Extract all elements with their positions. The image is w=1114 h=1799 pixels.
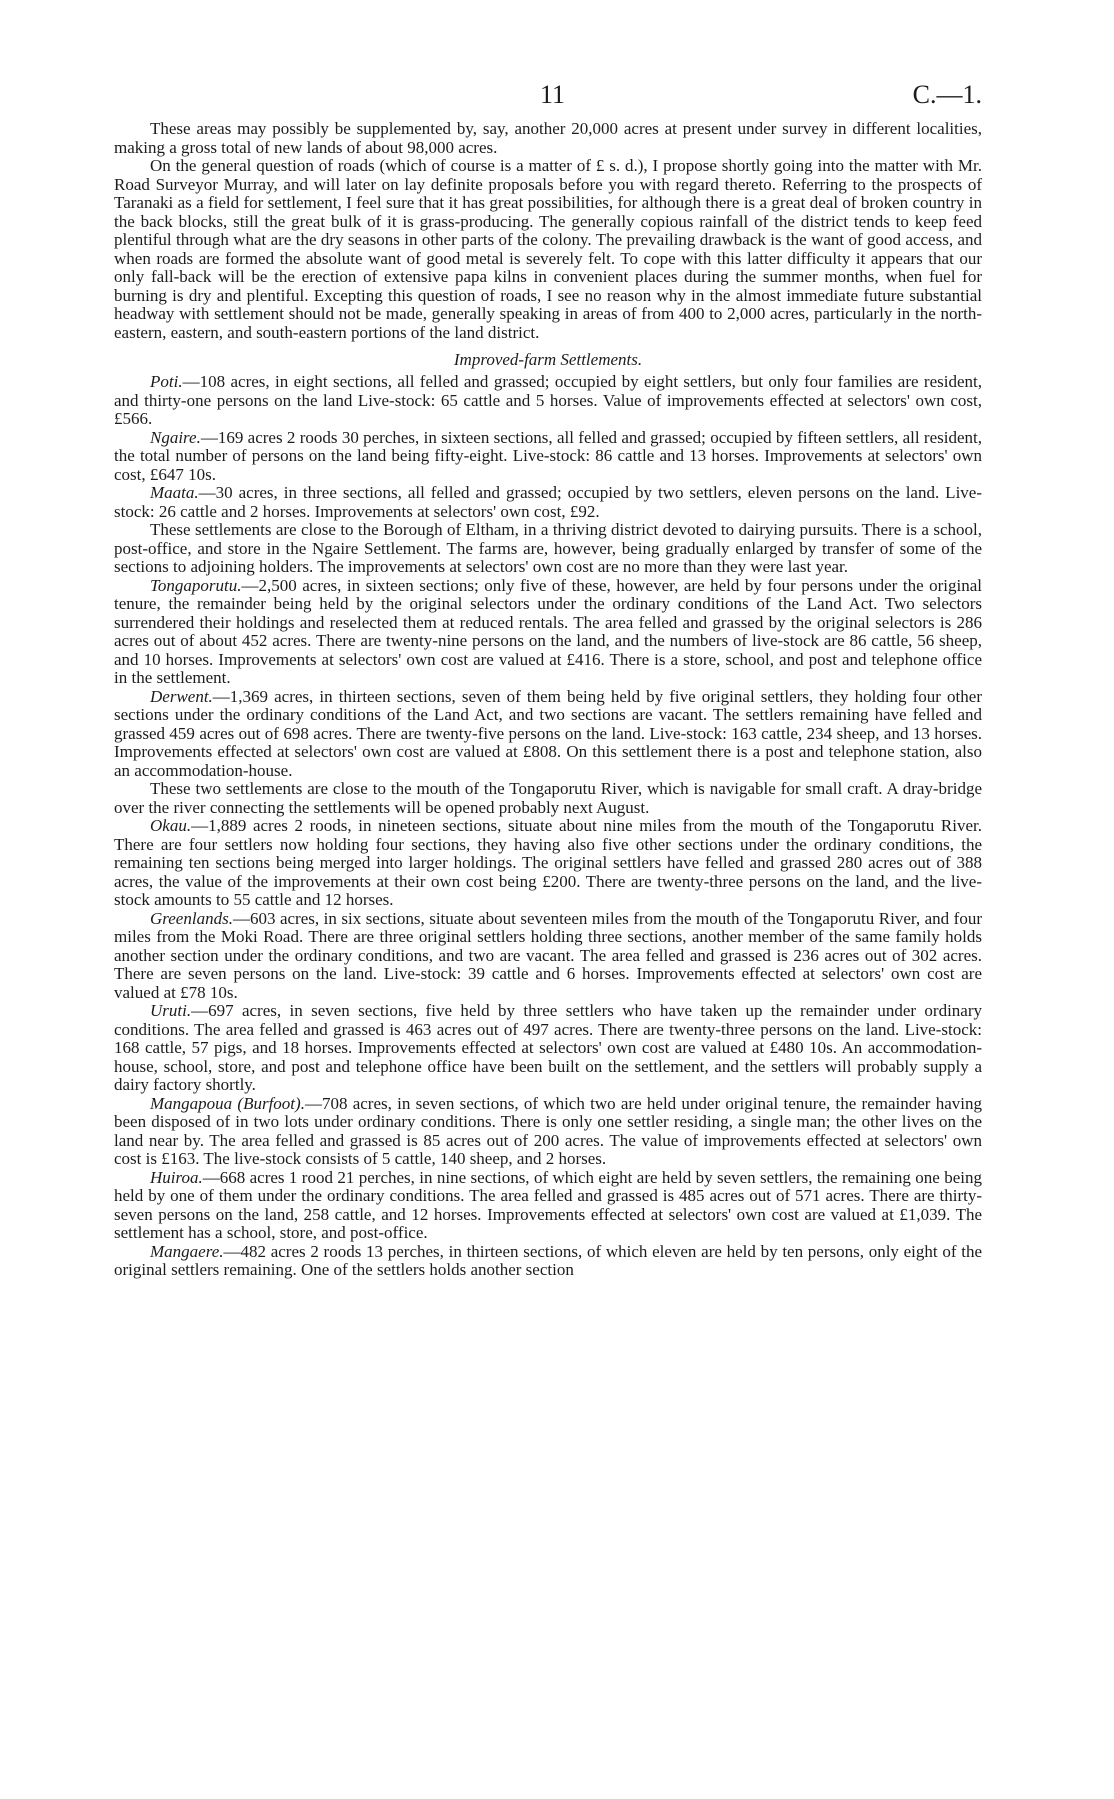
settlement-name: Mangapoua (Burfoot). <box>150 1093 305 1113</box>
document-reference: C.—1. <box>912 80 982 109</box>
settlement-text: —30 acres, in three sections, all felled and grassed; occupied by two settlers, eleven persons on the land. Live-stock: 26 cattle and 2 horses. Improvements at selectors' own cost, £92. <box>114 483 982 521</box>
settlement-paragraph <box>114 1243 982 1280</box>
settlement-name: Greenlands. <box>150 908 233 928</box>
intro-paragraph: On the general question of roads (which of course is a matter of £ s. d.), I propose shortly going into the matter with Mr. Road Surveyor Murray, and will later on lay definite proposals before you with regard thereto. Referring to the prospects of Taranaki as a field for settlement, I feel sure that it has great possibilities, for although there is a great deal of broken country in the back blocks, still the great bulk of it is grass-producing. The generally copious rainfall of the district tends to keep feed plentiful through what are the dry seasons in other parts of the colony. The prevailing drawback is the want of good access, and when roads are formed the absolute want of good metal is severely felt. To cope with this latter difficulty it appears that our only fall-back will be the erection of extensive papa kilns in convenient places during the summer months, when fuel for burning is dry and plentiful. Excepting this question of roads, I see no reason why in the almost immediate future substantial headway with settlement should not be made, generally speaking in areas of from 400 to 2,000 acres, particularly in the north-eastern, eastern, and south-eastern portions of the land district. <box>114 156 982 342</box>
settlement-name: Ngaire. <box>150 427 201 447</box>
section-heading: Improved-farm Settlements. <box>453 350 643 369</box>
settlement-name: Okau. <box>150 816 192 835</box>
settlement-text: —108 acres, in eight sections, all felled and grassed; occupied by eight settlers, but only four families are resident, and thirty-one persons on the land Live-stock: 65 cattle and 5 horses. Value of improvements effected at selectors' own cost, £566. <box>114 372 982 428</box>
settlement-paragraph <box>114 1095 982 1169</box>
settlement-name: Maata. <box>150 483 199 502</box>
settlement-paragraph <box>114 521 982 577</box>
settlement-paragraph <box>114 1002 982 1095</box>
settlement-paragraph <box>114 817 982 910</box>
settlement-text: —1,889 acres 2 roods, in nineteen sections, situate about nine miles from the mouth of the Tongaporutu River. There are four settlers now holding four sections, they having also five other sections under the ordinary conditions, the remaining ten sections being merged into larger holdings. The original settlers have felled and grassed 280 acres out of 388 acres, the value of the improvements at their own cost being £200. There are twenty-three persons on the land, and the live-stock amounts to 55 cattle and 12 horses. <box>114 816 982 909</box>
body-text <box>114 120 982 1280</box>
settlement-paragraph <box>114 373 982 429</box>
page-number: 11 <box>540 80 566 109</box>
settlement-name: Derwent. <box>150 686 213 706</box>
settlement-text: —1,369 acres, in thirteen sections, seven of them being held by five original settlers, they holding four other sections under the ordinary conditions of the Land Act, and two sections are vacant. The settlers remaining have felled and grassed 459 acres out of 698 acres. There are twenty-five persons on the land. Live-stock: 163 cattle, 234 sheep, and 13 horses. Improvements effected at selectors' own cost are valued at £808. On this settlement there is a post and telephone station, also an accommodation-house. <box>114 686 982 780</box>
settlement-name: Huiroa. <box>150 1167 203 1187</box>
settlement-paragraph <box>114 577 982 688</box>
settlement-name: Uruti. <box>150 1001 192 1020</box>
settlement-text: —169 acres 2 roods 30 perches, in sixteen sections, all felled and grassed; occupied by fifteen settlers, all resident, the total number of persons on the land being fifty-eight. Live-stock: 86 cattle and 13 horses. Improvements at selectors' own cost, £647 10s. <box>114 427 982 484</box>
intro-paragraph: These areas may possibly be supplemented by, say, another 20,000 acres at present under survey in different localities, making a gross total of new lands of about 98,000 acres. <box>114 119 982 157</box>
settlement-text: These settlements are close to the Borough of Eltham, in a thriving district devoted to dairying pursuits. There is a school, post-office, and store in the Ngaire Settlement. The farms are, however, being gradually enlarged by transfer of some of the sections to adjoining holders. The improvements at selectors' own cost are no more than they were last year. <box>114 520 982 576</box>
settlement-paragraph <box>114 780 982 817</box>
document-page <box>114 70 982 1280</box>
settlement-paragraph <box>114 688 982 781</box>
settlement-paragraph <box>114 429 982 485</box>
page-header <box>114 70 982 120</box>
settlement-text: —482 acres 2 roods 13 perches, in thirteen sections, of which eleven are held by ten persons, only eight of the original settlers remaining. One of the settlers holds another section <box>114 1241 982 1279</box>
settlement-name: Tongaporutu. <box>150 575 242 595</box>
settlement-text: —2,500 acres, in sixteen sections; only five of these, however, are held by four persons under the original tenure, the remainder being held by the original selectors under the ordinary conditions of the Land Act. Two selectors surrendered their holdings and reselected them at reduced rentals. The area felled and grassed by the original selectors is 286 acres out of about 452 acres. There are twenty-nine persons on the land, and the numbers of live-stock are 86 cattle, 56 sheep, and 10 horses. Improvements at selectors' own cost are valued at £416. There is a store, school, and post and telephone office in the settlement. <box>114 575 982 687</box>
settlement-text: —697 acres, in seven sections, five held by three settlers who have taken up the remainder under ordinary conditions. The area felled and grassed is 463 acres out of 497 acres. There are twenty-three persons on the land. Live-stock: 168 cattle, 57 pigs, and 18 horses. Improvements effected at selectors' own cost are valued at £480 10s. An accommodation-house, school, store, and post and telephone office have been built on the settlement, and the settlers will probably supply a dairy factory shortly. <box>114 1001 982 1094</box>
settlement-name: Mangaere. <box>150 1241 224 1261</box>
settlement-text: —708 acres, in seven sections, of which two are held under original tenure, the remainder having been disposed of in two lots under ordinary conditions. There is only one settler residing, a single man; the other lives on the land near by. The area felled and grassed is 85 acres out of 200 acres. The value of improvements effected at selectors' own cost is £163. The live-stock consists of 5 cattle, 140 sheep, and 2 horses. <box>114 1093 982 1168</box>
settlement-paragraph <box>114 1169 982 1243</box>
settlement-paragraph <box>114 484 982 521</box>
settlement-text: —668 acres 1 rood 21 perches, in nine sections, of which eight are held by seven settlers, the remaining one being held by one of them under the ordinary conditions. The area felled and grassed is 485 acres out of 571 acres. There are thirty-seven persons on the land, 258 cattle, and 12 horses. Improvements effected at selectors' own cost are valued at £1,039. The settlement has a school, store, and post-office. <box>114 1167 982 1242</box>
settlement-paragraph <box>114 910 982 1003</box>
settlement-text: These two settlements are close to the mouth of the Tongaporutu River, which is navigable for small craft. A dray-bridge over the river connecting the settlements will be opened probably next August. <box>114 779 982 817</box>
settlement-name: Poti. <box>150 372 183 391</box>
settlement-text: —603 acres, in six sections, situate about seventeen miles from the mouth of the Tongaporutu River, and four miles from the Moki Road. There are three original settlers holding three sections, another member of the same family holds another section under the ordinary conditions, and two are vacant. The area felled and grassed is 236 acres out of 302 acres. There are seven persons on the land. Live-stock: 39 cattle and 6 horses. Improvements effected at selectors' own cost are valued at £78 10s. <box>114 908 982 1002</box>
